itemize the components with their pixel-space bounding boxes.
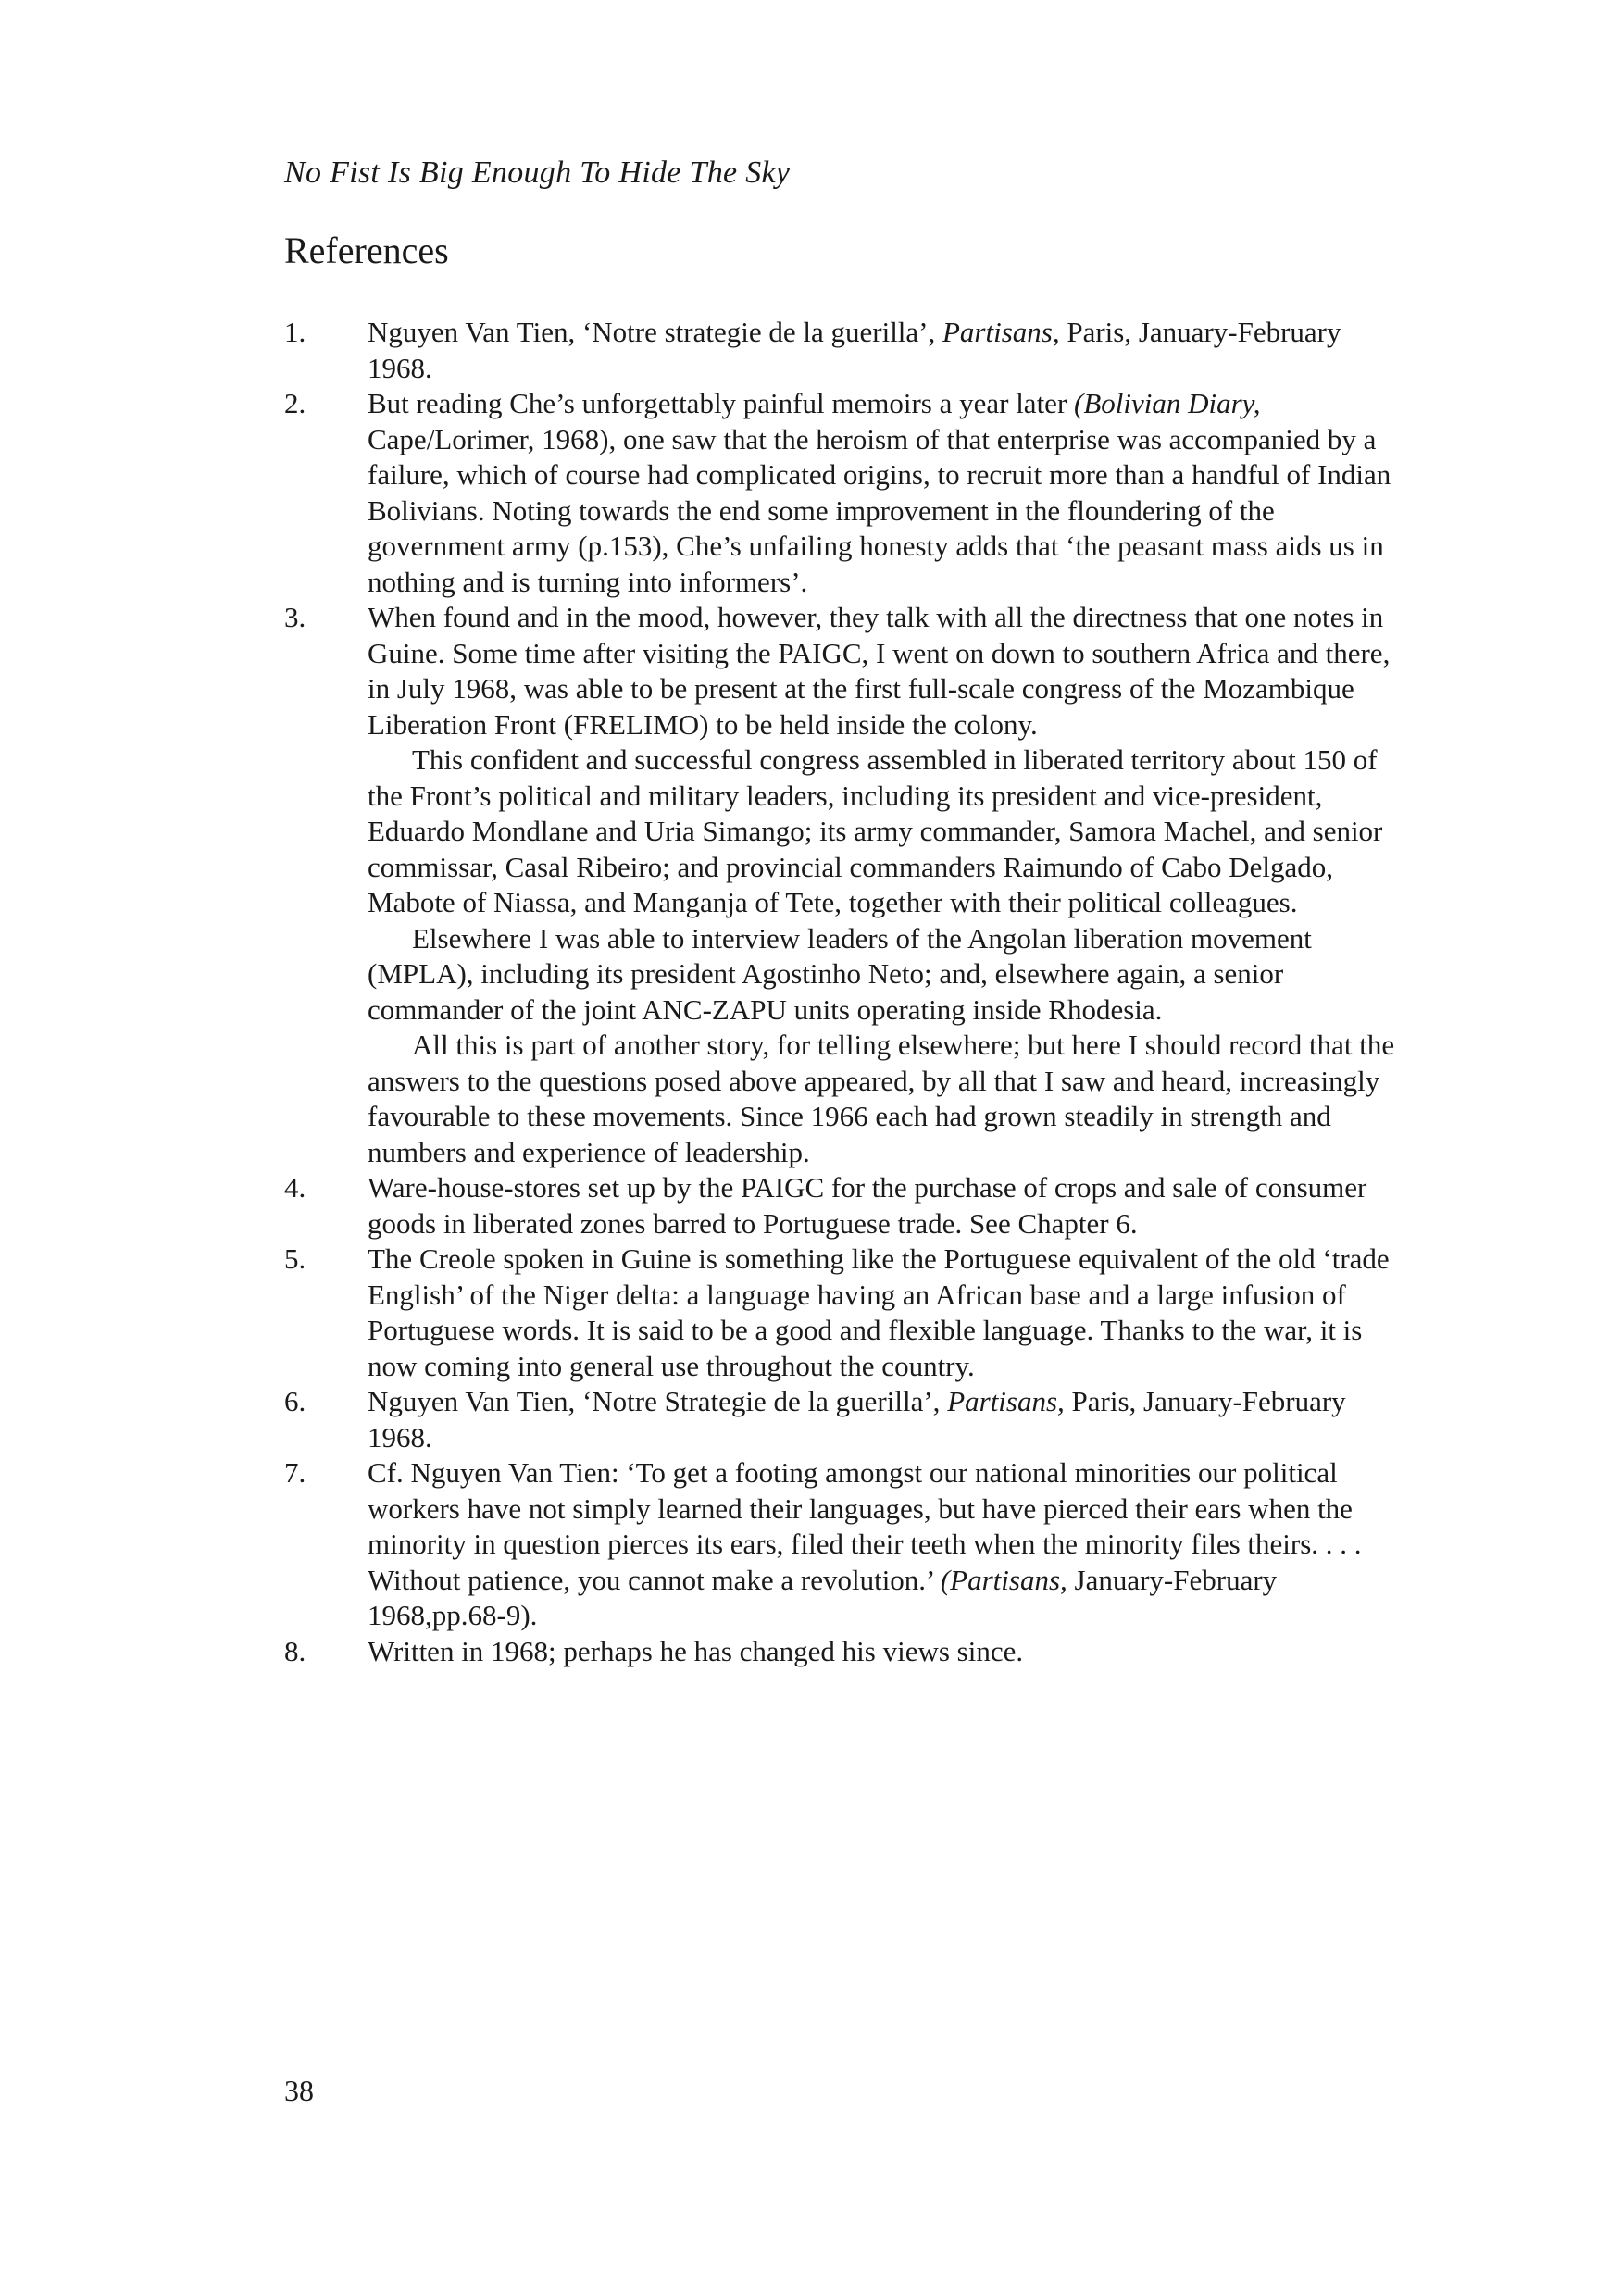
reference-paragraph	[368, 1384, 1395, 1455]
reference-item	[284, 1455, 1395, 1634]
text-run: Written in 1968; perhaps he has changed his views since.	[368, 1634, 1024, 1667]
text-run: This confident and successful congress assembled in liberated territory about 150 of the Front’s political and military leaders, including its president and vice-president, Eduardo Mondlane and Uria Simango; its army commander, Samora Machel, and senior commissar, Casal Ribeiro; and provincial commanders Raimundo of Cabo Delgado, Mabote of Niassa, and Manganja of Tete, together with their political colleagues.	[368, 743, 1383, 918]
reference-body	[368, 600, 1395, 1170]
reference-number: 7.	[284, 1456, 306, 1489]
reference-body	[368, 1170, 1395, 1242]
reference-paragraph	[368, 1170, 1395, 1242]
reference-paragraph	[368, 600, 1395, 742]
text-run: All this is part of another story, for telling elsewhere; but here I should record that the answers to the questions posed above appeared, by all that I saw and heard, increasingly favourable to these movements. Since 1966 each had grown steadily in strength and numbers and experience of leadership.	[368, 1029, 1395, 1168]
text-run: Cape/Lorimer, 1968), one saw that the heroism of that enterprise was accompanied by a failure, which of course had complicated origins, to recruit more than a handful of Indian Bolivians. Noting towards the end some improvement in the floundering of the government army (p.153), Che’s unfailing honesty adds that ‘the peasant mass aids us in nothing and is turning into informers’.	[368, 422, 1391, 598]
reference-body	[368, 315, 1395, 386]
reference-number: 8.	[284, 1634, 306, 1667]
italic-title: (Partisans,	[940, 1563, 1067, 1596]
references-list	[284, 315, 1395, 1669]
text-run: January-February 1968,pp.68-9).	[368, 1563, 1278, 1631]
reference-paragraph	[368, 1455, 1395, 1634]
reference-paragraph	[368, 1634, 1395, 1670]
reference-paragraph	[368, 386, 1395, 600]
reference-number: 3.	[284, 601, 306, 633]
reference-body	[368, 1242, 1395, 1384]
reference-number: 5.	[284, 1242, 306, 1275]
text-run: But reading Che’s unforgettably painful memoirs a year later	[368, 387, 1075, 419]
italic-title: Partisans,	[947, 1385, 1065, 1417]
reference-body	[368, 1634, 1395, 1670]
reference-item	[284, 315, 1395, 386]
italic-title: Partisans,	[942, 316, 1060, 348]
reference-number: 2.	[284, 387, 306, 419]
reference-item	[284, 1384, 1395, 1455]
text-run: When found and in the mood, however, they talk with all the directness that one notes in Guine. Some time after visiting the PAIGC, I went on down to southern Africa and there, in July 1968, was able to be present at the first full-scale congress of the Mozambique Liberation Front (FRELIMO) to be held inside the colony.	[368, 601, 1391, 741]
text-run: Nguyen Van Tien, ‘Notre strategie de la guerilla’,	[368, 316, 942, 348]
text-run: Paris, January-February 1968.	[368, 316, 1341, 384]
reference-body	[368, 386, 1395, 600]
reference-item	[284, 1242, 1395, 1384]
reference-number: 6.	[284, 1385, 306, 1417]
reference-item	[284, 386, 1395, 600]
text-run: Cf. Nguyen Van Tien: ‘To get a footing amongst our national minorities our political workers have not simply learned their languages, but have pierced their ears when the minority in question pierces its ears, filed their teeth when the minority files theirs. . . . Without patience, you cannot make a revolution.’	[368, 1456, 1362, 1596]
text-run: Ware-house-stores set up by the PAIGC for the purchase of crops and sale of consumer goods in liberated zones barred to Portuguese trade. See Chapter 6.	[368, 1171, 1367, 1240]
reference-item	[284, 600, 1395, 1170]
section-title: References	[284, 230, 449, 271]
reference-paragraph	[368, 1028, 1395, 1170]
reference-item	[284, 1170, 1395, 1242]
reference-number: 4.	[284, 1171, 306, 1204]
reference-number: 1.	[284, 316, 306, 348]
reference-paragraph	[368, 1242, 1395, 1384]
text-run: Elsewhere I was able to interview leaders of the Angolan liberation movement (MPLA), including its president Agostinho Neto; and, elsewhere again, a senior commander of the joint ANC-ZAPU units operating inside Rhodesia.	[368, 921, 1312, 1026]
italic-title: (Bolivian Diary,	[1074, 387, 1261, 419]
reference-item	[284, 1634, 1395, 1670]
text-run: Paris, January-February 1968.	[368, 1385, 1346, 1454]
reference-body	[368, 1384, 1395, 1455]
reference-paragraph	[368, 315, 1395, 386]
reference-body	[368, 1455, 1395, 1634]
text-run: Nguyen Van Tien, ‘Notre Strategie de la guerilla’,	[368, 1385, 948, 1417]
page-number: 38	[284, 2074, 314, 2107]
text-run: The Creole spoken in Guine is something like the Portuguese equivalent of the old ‘trade English’ of the Niger delta: a language having an African base and a large infusion of Portuguese words. It is said to be a good and flexible language. Thanks to the war, it is now coming into general use throughout the country.	[368, 1242, 1390, 1382]
reference-paragraph	[368, 921, 1395, 1029]
reference-paragraph	[368, 742, 1395, 921]
running-head: No Fist Is Big Enough To Hide The Sky	[284, 156, 791, 190]
